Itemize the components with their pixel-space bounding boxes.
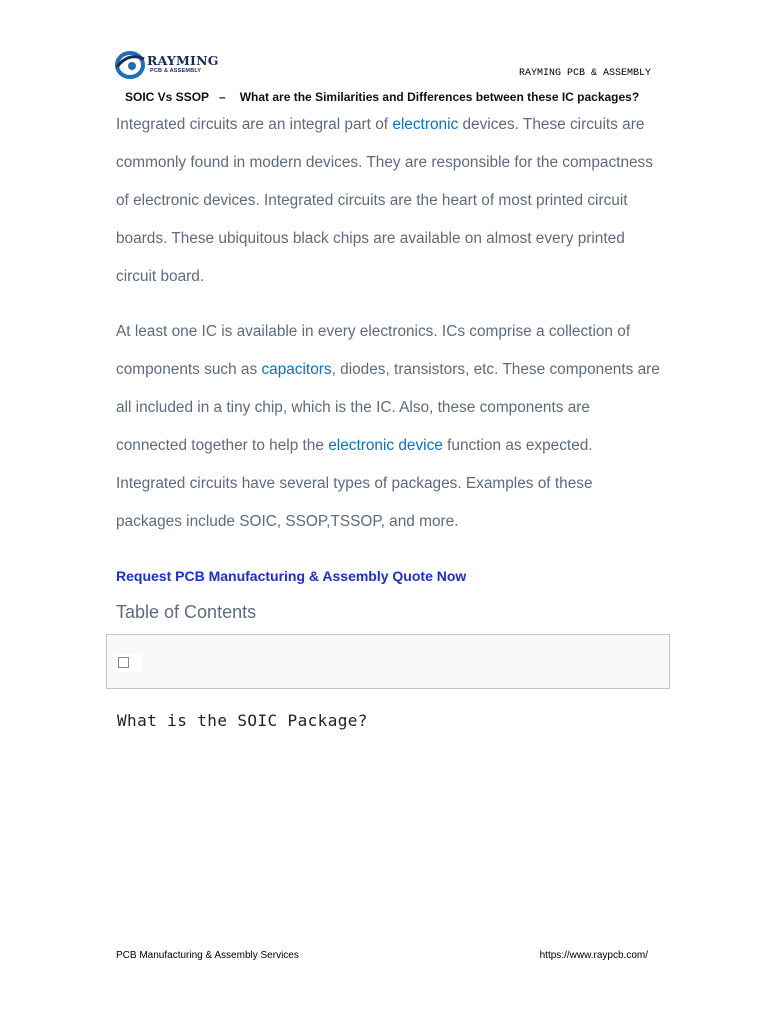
p2-text-a: At least one IC is available in every electronics. ICs comprise a collection of components such as <box>116 323 631 379</box>
footer-services: PCB Manufacturing & Assembly Services <box>116 950 299 961</box>
rayming-logo <box>114 50 219 82</box>
footer-url[interactable]: https://www.raypcb.com/ <box>539 950 648 961</box>
company-name: RAYMING PCB & ASSEMBLY <box>518 68 651 79</box>
electronic-device-link[interactable]: electronic device <box>328 437 443 455</box>
intro-paragraph <box>116 106 661 296</box>
toc-toggle-icon <box>118 657 129 668</box>
quote-request-link[interactable]: Request PCB Manufacturing & Assembly Quote Now <box>116 568 467 584</box>
components-paragraph <box>116 313 661 542</box>
title-left: SOIC Vs SSOP <box>125 90 210 104</box>
toc-toggle-button[interactable] <box>116 654 142 672</box>
electronic-link[interactable]: electronic <box>392 116 459 133</box>
p1-text-a: Integrated circuits are an integral part of <box>116 116 393 133</box>
toc-box <box>106 634 670 689</box>
p2-text-c: function as expected. Integrated circuits have several types of packages. Examples of these packages include SOIC, SSOP,TSSOP, and more. <box>116 437 593 531</box>
p1-text-b: devices. These circuits are commonly found in modern devices. They are responsible for the compactness of electronic devices. Integrated circuits are the heart of most printed circuit boards. These ubiquitous black chips are available on almost every printed circuit board. <box>116 116 653 286</box>
rayming-logo-icon <box>114 50 146 80</box>
logo-name: RAYMING <box>147 53 219 68</box>
p2-text-b: , diodes, transistors, etc. These components are all included in a tiny chip, which is the IC. Also, these components are connected together to help the <box>116 361 660 455</box>
capacitors-link[interactable]: capacitors <box>261 361 332 379</box>
section-heading: What is the SOIC Package? <box>117 711 368 730</box>
title-right: What are the Similarities and Differences between these IC packages? <box>239 90 640 104</box>
toc-title: Table of Contents <box>116 602 257 622</box>
logo-subtitle: PCB & ASSEMBLY <box>150 68 202 74</box>
title-dash: – <box>219 90 226 104</box>
document-title <box>125 90 639 104</box>
